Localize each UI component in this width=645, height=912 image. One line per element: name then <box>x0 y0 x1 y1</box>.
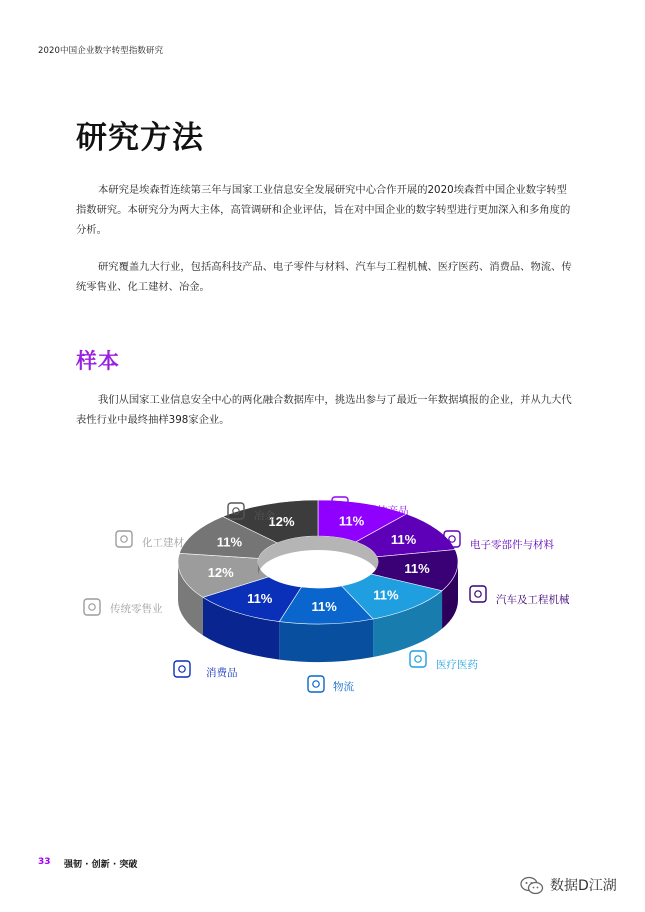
slice-value-label-3: 11% <box>373 587 399 603</box>
dna-icon <box>410 651 426 667</box>
slice-value-label-5: 11% <box>247 590 273 606</box>
slice-value-label-6: 12% <box>207 565 234 581</box>
category-label-1: 电子零部件与材料 <box>470 539 554 551</box>
slice-value-label-4: 11% <box>311 598 337 614</box>
category-label-4: 物流 <box>333 681 354 693</box>
shopping-cart-icon <box>174 661 190 677</box>
paragraph-sample: 我们从国家工业信息安全中心的两化融合数据库中，挑选出参与了最近一年数据填报的企业，并从九大代表性行业中最终抽样398家企业。 <box>76 394 572 426</box>
car-icon <box>470 586 486 602</box>
watermark-text: 数据D江湖 <box>550 878 617 894</box>
storefront-icon <box>84 599 100 615</box>
document-header: 2020中国企业数字转型指数研究 <box>38 46 164 56</box>
category-label-3: 医疗医药 <box>436 659 478 671</box>
category-label-7: 化工建材 <box>142 537 184 549</box>
footer-tagline: 强韧 · 创新 · 突破 <box>64 860 138 870</box>
globe-network-icon <box>308 676 324 692</box>
category-label-5: 消费品 <box>206 667 238 679</box>
slice-value-label-7: 11% <box>216 534 243 550</box>
page-number: 33 <box>38 857 51 867</box>
flask-icon <box>116 531 132 547</box>
slice-value-label-1: 11% <box>390 532 417 548</box>
slice-value-label-8: 12% <box>268 514 295 530</box>
category-label-6: 传统零售业 <box>110 603 163 615</box>
slice-value-label-0: 11% <box>338 513 365 529</box>
category-label-8: 冶金 <box>254 510 275 522</box>
paragraph-intro: 本研究是埃森哲连续第三年与国家工业信息安全发展研究中心合作开展的2020埃森哲中国企业数字转型指数研究。本研究分为两大主体，高管调研和企业评估，旨在对中国企业的数字转型进行更加深入和多角度的分析。 <box>76 184 571 236</box>
industry-distribution-chart <box>0 470 645 710</box>
category-label-2: 汽车及工程机械 <box>496 594 570 606</box>
donut-side-4 <box>279 619 373 662</box>
paragraph-industries: 研究覆盖九大行业，包括高科技产品、电子零件与材料、汽车与工程机械、医疗医药、消费品、物流、传统零售业、化工建材、冶金。 <box>76 261 572 293</box>
wechat-icon <box>520 876 544 896</box>
page-title: 研究方法 <box>76 120 204 156</box>
slice-value-label-2: 11% <box>404 561 430 577</box>
category-label-0: 高科技产品 <box>356 505 409 517</box>
section-title-sample: 样本 <box>76 349 120 373</box>
